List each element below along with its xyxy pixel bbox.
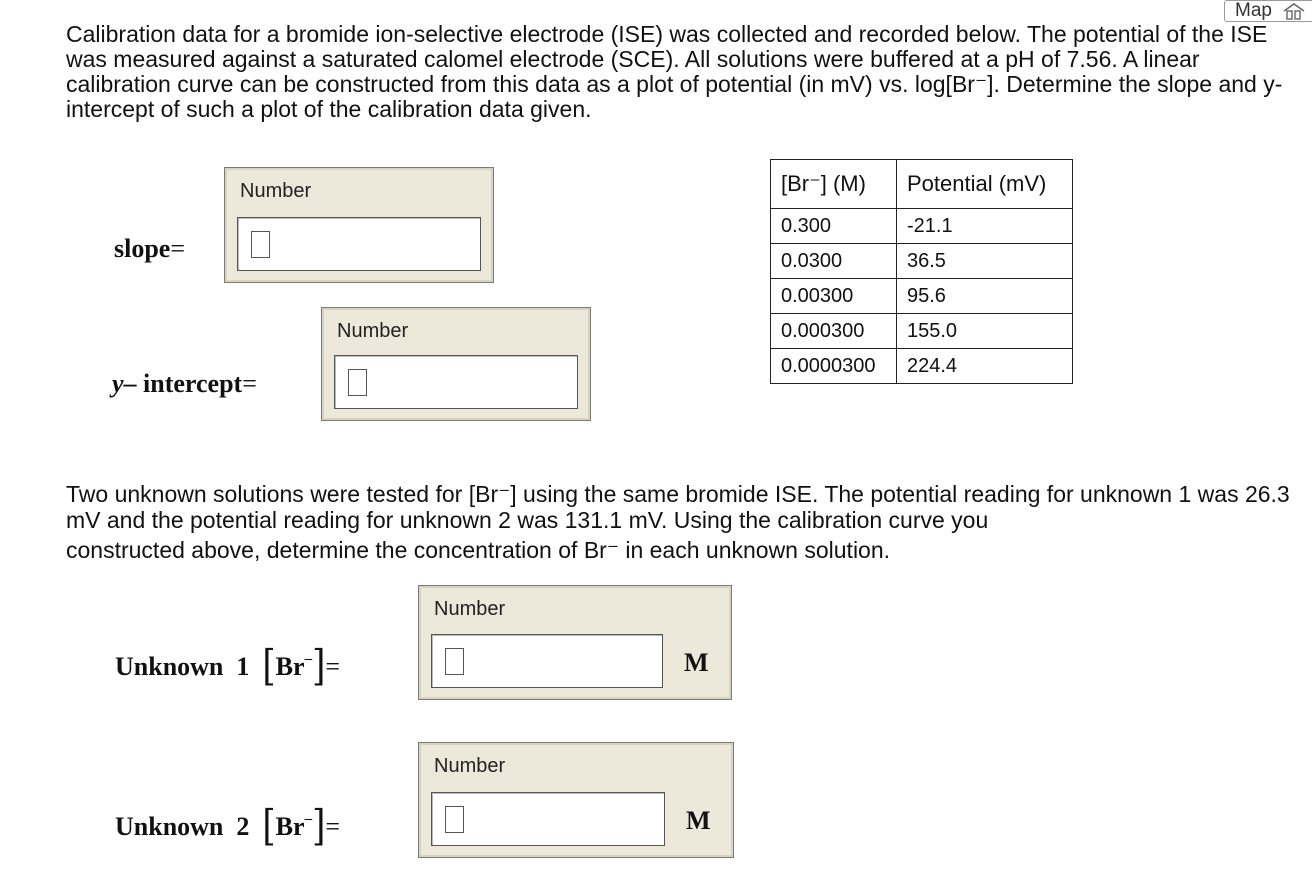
cell-potential: 36.5 bbox=[897, 244, 1073, 279]
unknown2-ion: Br bbox=[275, 812, 305, 841]
slope-label-text: slope bbox=[114, 234, 171, 263]
unknown2-unit: M bbox=[686, 806, 711, 835]
unknown1-unit: M bbox=[684, 648, 709, 677]
unknown1-equals: = bbox=[325, 652, 340, 681]
unknown2-close-bracket: ] bbox=[312, 801, 326, 851]
unknown1-label bbox=[115, 641, 340, 691]
unknown2-open-bracket: [ bbox=[262, 801, 276, 851]
unknowns-paragraph-text: Two unknown solutions were tested for [Br⁻] using the same bromide ISE. The potential reading for unknown 1 was 26.3 mV and the potential reading for unknown 2 was 131.1 mV. Using the calibration curve you bbox=[66, 481, 1290, 533]
unknown1-close-bracket: ] bbox=[312, 641, 326, 691]
unknown1-charge: – bbox=[304, 651, 313, 667]
unknowns-paragraph-last-line: constructed above, determine the concentration of Br⁻ in each unknown solution. bbox=[66, 537, 891, 563]
cell-potential: 224.4 bbox=[897, 349, 1073, 384]
slope-input-cursor bbox=[251, 231, 270, 258]
unknown2-label bbox=[115, 801, 340, 851]
map-button[interactable] bbox=[1224, 0, 1312, 22]
intro-paragraph: Calibration data for a bromide ion-selective electrode (ISE) was collected and recorded below. The potential of the ISE was measured against a saturated calomel electrode (SCE). All solutions were buffered at a pH of 7.56. A linear calibration curve can be constructed from this data as a plot of potential (in mV) vs. log[Br⁻]. Determine the slope and y-intercept of such a plot of the calibration data given. bbox=[66, 21, 1283, 122]
unknown1-answer-box bbox=[418, 585, 732, 700]
cell-concentration: 0.300 bbox=[771, 209, 897, 244]
cell-potential: 95.6 bbox=[897, 279, 1073, 314]
cell-concentration: 0.000300 bbox=[771, 314, 897, 349]
intercept-input-cursor bbox=[348, 369, 367, 396]
table-row bbox=[771, 209, 1073, 244]
table-row bbox=[771, 349, 1073, 384]
unknown1-input-cursor bbox=[445, 648, 464, 675]
slope-input[interactable] bbox=[237, 217, 481, 271]
table-row bbox=[771, 244, 1073, 279]
table-header-row bbox=[771, 160, 1073, 209]
cell-concentration: 0.00300 bbox=[771, 279, 897, 314]
intercept-label-y: y bbox=[112, 369, 124, 398]
intercept-label-text: – intercept bbox=[123, 369, 243, 398]
intercept-equals: = bbox=[242, 369, 257, 398]
cell-concentration: 0.0300 bbox=[771, 244, 897, 279]
unknown1-number: 1 bbox=[236, 652, 250, 681]
unknown2-charge: – bbox=[304, 811, 313, 827]
unknown2-equals: = bbox=[325, 812, 340, 841]
cell-potential: -21.1 bbox=[897, 209, 1073, 244]
cell-potential: 155.0 bbox=[897, 314, 1073, 349]
unknown1-ion: Br bbox=[275, 652, 305, 681]
cell-concentration: 0.0000300 bbox=[771, 349, 897, 384]
unknown1-word: Unknown bbox=[115, 652, 224, 681]
unknown1-open-bracket: [ bbox=[262, 641, 276, 691]
calibration-table bbox=[770, 159, 1073, 384]
intercept-input[interactable] bbox=[334, 355, 578, 409]
unknown2-number: 2 bbox=[236, 812, 250, 841]
intercept-answer-box bbox=[321, 307, 591, 421]
slope-label bbox=[114, 234, 185, 264]
intercept-label bbox=[112, 369, 257, 399]
unknown2-number-label: Number bbox=[434, 755, 506, 777]
unknown1-input[interactable] bbox=[431, 634, 663, 688]
header-concentration: [Br⁻] (M) bbox=[771, 160, 897, 209]
slope-number-label: Number bbox=[240, 180, 312, 202]
table-row bbox=[771, 314, 1073, 349]
unknown2-input[interactable] bbox=[431, 792, 665, 846]
unknown1-number-label: Number bbox=[434, 598, 506, 620]
map-home-icon bbox=[1281, 2, 1307, 20]
unknown2-word: Unknown bbox=[115, 812, 224, 841]
unknown2-answer-box bbox=[418, 742, 734, 858]
table-row bbox=[771, 279, 1073, 314]
map-button-label: Map bbox=[1235, 0, 1272, 21]
header-potential: Potential (mV) bbox=[897, 160, 1073, 209]
unknown2-input-cursor bbox=[445, 806, 464, 833]
unknowns-paragraph bbox=[66, 481, 1296, 563]
intercept-number-label: Number bbox=[337, 320, 409, 342]
slope-answer-box bbox=[224, 167, 494, 283]
slope-equals: = bbox=[170, 234, 186, 263]
